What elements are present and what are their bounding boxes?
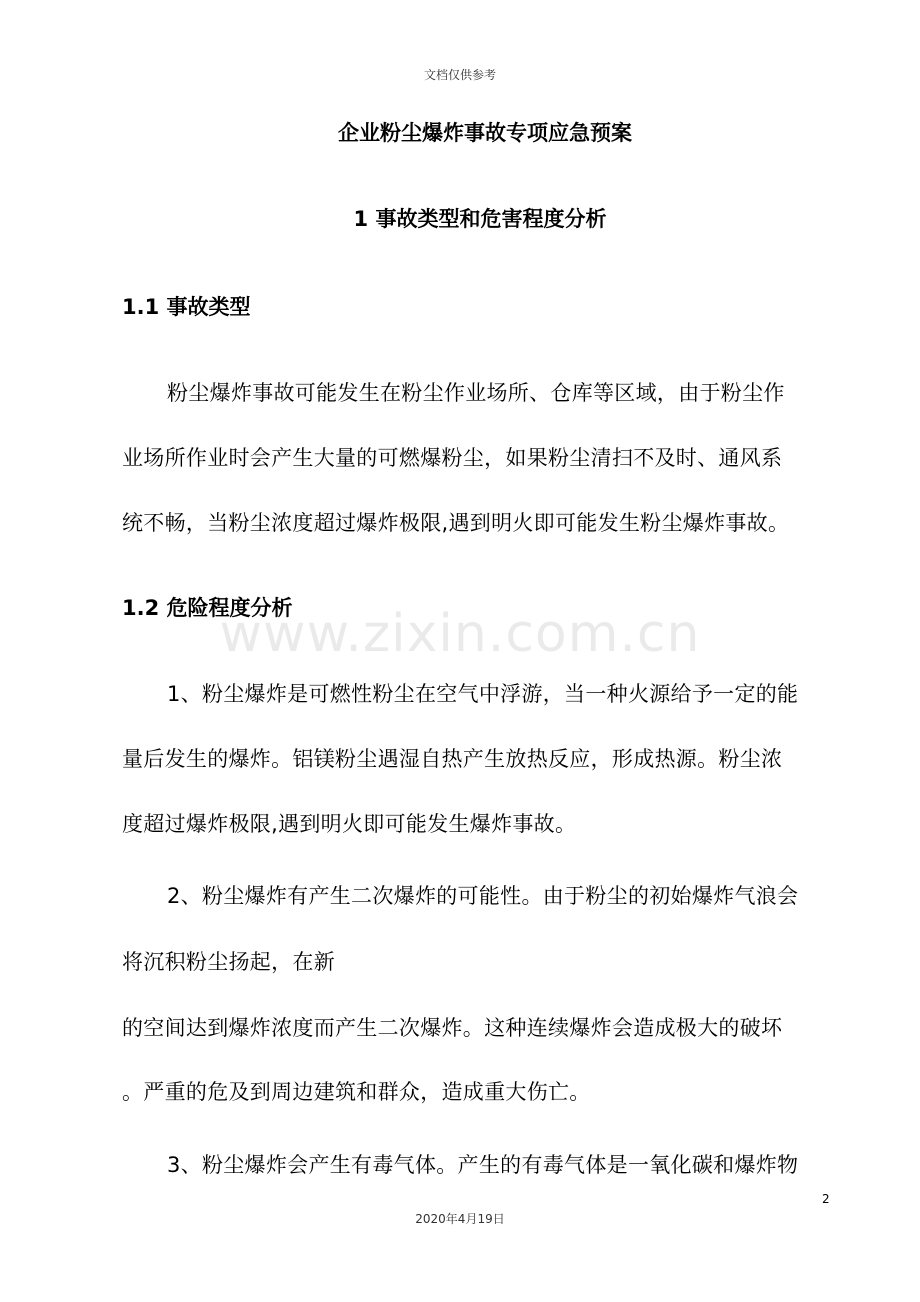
paragraph-line: 统不畅，当粉尘浓度超过爆炸极限,遇到明火即可能发生粉尘爆炸事故。: [122, 511, 790, 535]
paragraph-line: 业场所作业时会产生大量的可燃爆粉尘，如果粉尘清扫不及时、通风系: [122, 446, 783, 470]
subsection-heading-1-1: 1.1 事故类型: [122, 295, 251, 319]
paragraph-line: 度超过爆炸极限,遇到明火即可能发生爆炸事故。: [122, 812, 577, 836]
subsection-heading-1-2: 1.2 危险程度分析: [122, 596, 293, 620]
paragraph-line: 粉尘爆炸事故可能发生在粉尘作业场所、仓库等区域，由于粉尘作: [167, 381, 785, 405]
watermark: www.zixin.com.cn: [219, 604, 701, 664]
header-note: 文档仅供参考: [423, 68, 496, 82]
paragraph-line: 将沉积粉尘扬起，在新: [122, 950, 335, 974]
page-number: 2: [822, 1192, 830, 1206]
paragraph-line: 。严重的危及到周边建筑和群众，造成重大伤亡。: [122, 1080, 591, 1104]
footer-date: 2020年4月19日: [415, 1212, 505, 1226]
document-title: 企业粉尘爆炸事故专项应急预案: [338, 121, 632, 145]
section-heading: 1 事故类型和危害程度分析: [353, 207, 607, 231]
paragraph-line: 3、粉尘爆炸会产生有毒气体。产生的有毒气体是一氧化碳和爆炸物: [167, 1153, 799, 1177]
paragraph-line: 2、粉尘爆炸有产生二次爆炸的可能性。由于粉尘的初始爆炸气浪会: [167, 884, 799, 908]
paragraph-line: 的空间达到爆炸浓度而产生二次爆炸。这种连续爆炸会造成极大的破坏: [122, 1016, 783, 1040]
paragraph-line: 1、粉尘爆炸是可燃性粉尘在空气中浮游，当一种火源给予一定的能: [167, 682, 799, 706]
paragraph-line: 量后发生的爆炸。铝镁粉尘遇湿自热产生放热反应，形成热源。粉尘浓: [122, 747, 783, 771]
